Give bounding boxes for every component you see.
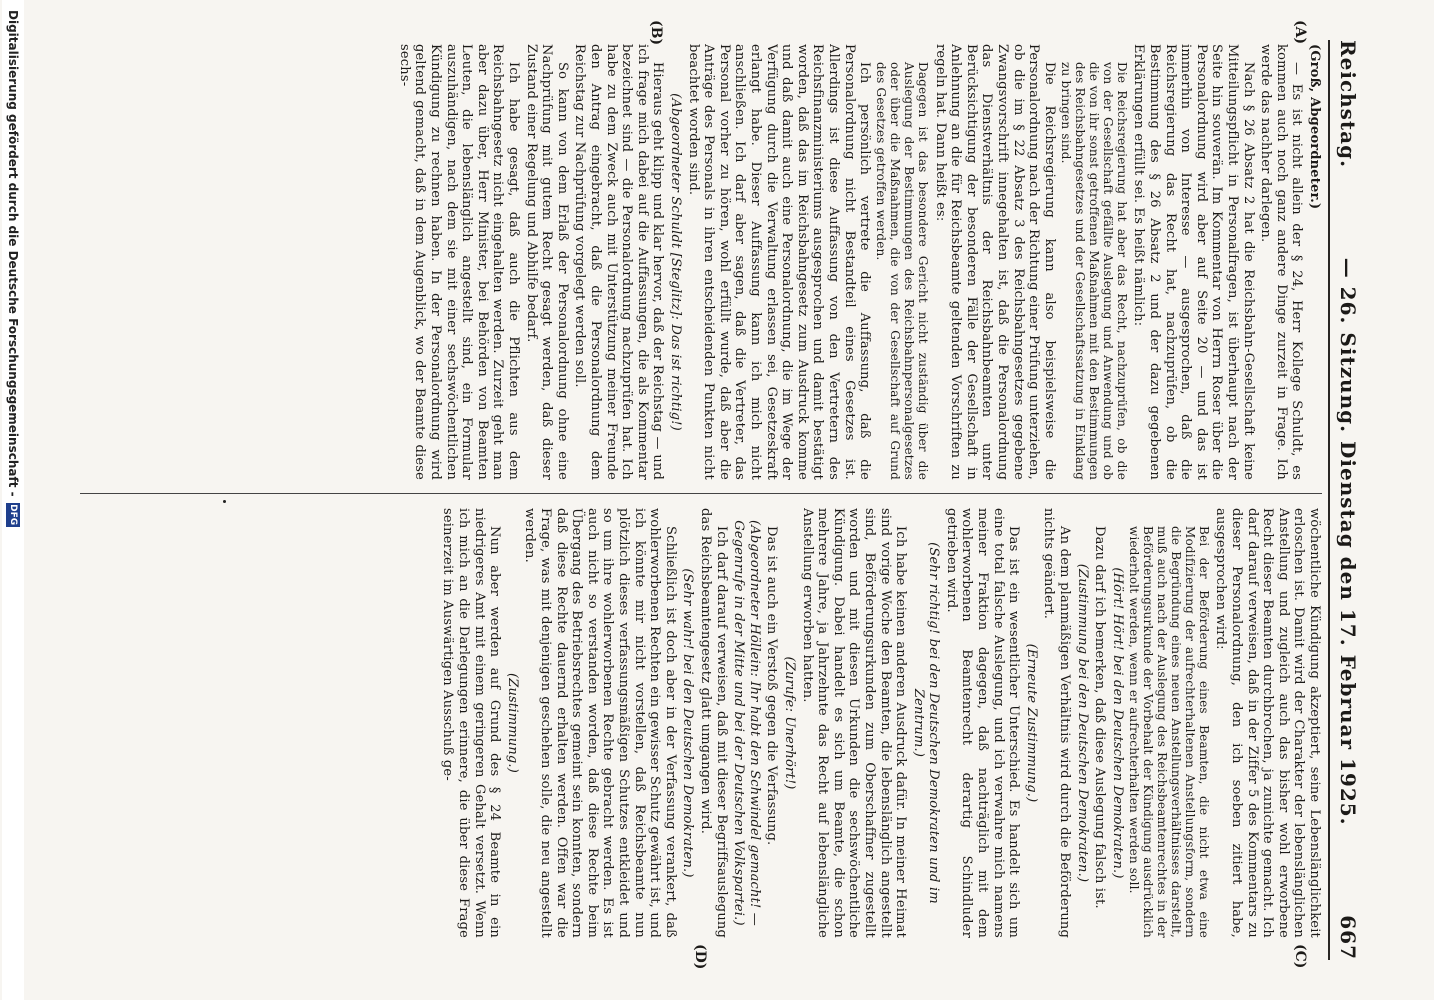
interjection: (Zustimmung.) (504, 672, 520, 774)
right-column (36, 508, 1322, 938)
page-number: 667 (1336, 915, 1360, 960)
quotation: Dagegen ist das besondere Gericht nicht zuständig über die Auslegung der Bestimmungen des Reichsbahnpersonalgesetzes oder über die Maßnahmen, die von der Gesellschaft auf Grund des Gesetzes getroffen werden. (874, 62, 931, 480)
scan-speck (223, 500, 226, 503)
margin-marker-d: (D) (692, 944, 708, 970)
paragraph: So kann von dem Erlaß der Personalordnung ohne eine Nachprüfung mit gutem Recht gesagt werden, daß dieser Zustand einer Regelung und Abhilfe bedarf. (523, 44, 570, 480)
paragraph: Ich darf darauf verweisen, daß mit dieser Begriffsauslegung das Reichsbeamtengesetz glatt umgangen wird. (698, 508, 729, 938)
digitization-footer (2, 0, 24, 1000)
interjection: (Abgeordneter Höllein: Ihr habt den Schwindel gemacht! — Gegenrufe in der Mitte und bei der Deutschen Volkspartei.) (731, 520, 762, 926)
paragraph: Ich habe keinen anderen Ausdruck dafür. In meiner Heimat sind vorige Woche den Beamten, die lebenslänglich angestellt sind, Beförderungsurkunden zum Oberschaffner zugestellt worden und mit diesen Urkunden die sechswöchentliche Kündigung. Dabei handelt es sich um Beamte, die schon mehrere Jahre, ja Jahrzehnte das Recht auf lebenslängliche Anstellung erworben hatten. (799, 508, 909, 938)
paragraph: Nach § 26 Absatz 2 hat die Reichsbahn-Gesellschaft keine Mitteilungspflicht in Personalfragen, ist überhaupt nach der Seite hin souverän. Im Kommentar von Herrn Roser über die Personalordnung wird aber auf Seite 20 — und das ist immerhin von Interesse — ausgesprochen, daß die Reichsregierung das Recht hat, nachzuprüfen, ob die Bestimmung des § 26 Absatz 2 und der dazu gegebenen Erklärungen erfüllt sei. Es heißt nämlich: (1131, 44, 1256, 480)
paragraph: Das ist auch ein Verstoß gegen die Verfassung. (764, 526, 780, 846)
quotation: Die Reichsregierung hat aber das Recht, nachzuprüfen, ob die von der Gesellschaft gefällte Auslegung und Anwendung und ob die von ihr sonst getroffenen Maßnahmen mit den Bestimmungen des Reichsbahngesetzes und der Gesellschaftssatzung in Einklang zu bringen sind. (1058, 62, 1129, 480)
quotation: Bei der Beförderung eines Beamten, die nicht etwa eine Modifizierung der aufrechterhaltenen Anstellungsform, sondern die Begründung eines neuen Anstellungsverhältnisses darstellt, muß auch nach der Auslegung des Reichsbeamtenrechtes in der Beförderungsurkunde der Vorbehalt der Kündigung ausdrücklich wiederholt werden, wenn er aufrechterhalten werden soll. (1126, 526, 1211, 938)
margin-marker-b: (B) (648, 20, 664, 46)
column-divider (80, 493, 1322, 494)
margin-marker-c: (C) (1292, 944, 1308, 969)
paragraph: Die Reichsregierung kann also beispielsweise die Personalordnung nach der Richtung einer Prüfung unterziehen, ob die im § 22 Absatz 3 des Reichsbahngesetzes gegebene Zwangsvorschrift innegehalten ist, daß die Personalordnung das Dienstverhältnis der Reichsbahnbeamten unter Berücksichtigung der besonderen Fälle der Gesellschaft in Anlehnung an die für Reichsbeamte geltenden Vorschriften zu regeln hat. Dann heißt es: (932, 44, 1057, 480)
paragraph: Nun aber werden auf Grund des § 24 Beamte in ein niedrigeres Amt mit einem geringeren Gehalt versetzt. Wenn ich mich an die Darlegungen erinnere, die über diese Frage seinerzeit im Auswärtigen Ausschuß ge- (440, 508, 503, 938)
margin-marker-a: (A) (1292, 20, 1308, 45)
paragraph: wöchentliche Kündigung akzeptiert, seine Lebenslänglichkeit erloschen ist. Damit wird der Charakter der lebenslänglichen Anstellung und zugleich auch das bisher wohl erworbene Recht dieser Beamten durchbrochen, ja zunichte gemacht. Ich darf darauf verweisen, daß in der Ziffer 5 des Kommentars zu dieser Personalordnung, den ich soeben zitiert habe, ausgesprochen wird: (1213, 508, 1322, 938)
paragraph: — Es ist nicht allein der § 24, Herr Kollege Schuldt, es kommen auch noch ganz andere Dinge zurzeit in Frage. Ich werde das nachher darlegen. (1258, 44, 1305, 480)
header-left: Reichstag. (1336, 40, 1360, 169)
interjection: (Hört! Hört! bei den Deutschen Demokraten.) (1109, 567, 1125, 879)
paragraph: Schließlich ist doch aber in der Verfassung verankert, daß wohlerworbenen Rechten ein gewisser Schutz gewährt ist, und ich könnte mir nicht vorstellen, daß Reichsbeamte nun plötzlich dieses verfassungsmäßigen Schutzes entkleidet und so um ihre wohlerworbenen Rechte gebracht werden. Es ist auch nicht so verstanden worden, daß diese Rechte beim Übergang des Betriebsrechtes gemeint sein konnten, sondern daß diese Rechte dauernd erhalten werden. Offen war die Frage, was mit denjenigen geschehen solle, die neu angestellt werden. (522, 508, 678, 938)
interjection: (Sehr richtig! bei den Deutschen Demokraten und im Zentrum.) (910, 542, 942, 904)
interjection: (Zurufe: Unerhört!) (781, 656, 797, 790)
dfg-logo: DFG (8, 504, 18, 526)
interjection: (Abgeordneter Schuldt [Steglitz]: Das ist richtig!) (668, 93, 683, 431)
page-header (1328, 40, 1376, 960)
speaker-label: (Groß, Abgeordneter.) (1307, 44, 1322, 210)
paragraph: Ich habe gesagt, daß auch die Pflichten aus dem Reichsbahngesetz nicht eingehalten werden. Zurzeit geht man aber dazu über, Herr Minister, bei Behörden von Beamten Leuten, die lebenslänglich angestellt sind, ein Formular auszuhändigen, nach dem sie mit einer sechswöchentlichen Kündigung zu rechnen haben. In der Personalordnung wird geltend gemacht, daß in dem Augenblick, wo der Beamte diese sechs- (396, 44, 522, 480)
paragraph: Dazu darf ich bemerken, daß diese Auslegung falsch ist. (1092, 526, 1108, 909)
interjection: (Erneute Zustimmung.) (1023, 643, 1039, 803)
interjection: (Sehr wahr! bei den Deutschen Demokraten.) (680, 568, 696, 878)
left-column (36, 44, 1322, 480)
paragraph: Ich persönlich vertrete die Auffassung, daß die Personalordnung nicht Bestandteil eines Gesetzes ist. Allerdings ist diese Auffassung von den Vertretern des Reichsfinanzministeriums ausgesprochen und damit bestätigt worden, daß das im Reichsbahngesetz zum Ausdruck komme und daß damit auch eine Personalordnung, die im Wege der Verfügung durch die Verwaltung erlassen sei, Gesetzeskraft erlangt habe. Dieser Auffassung kann ich mich nicht anschließen. Ich darf aber sagen, daß die Vertreter, das Personal vorher zu hören, wohl erfüllt wurde, daß aber die Anträge des Personals in ihren entscheidenden Punkten nicht beachtet worden sind. (685, 44, 873, 480)
paragraph: Das ist ein wesentlicher Unterschied. Es handelt sich um eine total falsche Auslegung, und ich verwahre mich namens meiner Fraktion dagegen, daß nachträglich mit dem wohlerworbenen Beamtenrecht derartig Schindluder getrieben wird. (943, 508, 1022, 938)
paragraph: An dem planmäßigen Verhältnis wird durch die Beförderung nichts geändert. (1041, 508, 1073, 938)
footer-text: Digitalisierung gefördert durch die Deutsche Forschungsgemeinschaft - (6, 10, 20, 497)
interjection: (Zustimmung bei den Deutschen Demokraten.) (1074, 563, 1090, 883)
header-title: — 26. Sitzung. Dienstag den 17. Februar 1925. (1336, 257, 1360, 826)
paragraph: Hieraus geht klipp und klar hervor, daß der Reichstag — und ich frage mich dabei auf die Auffassungen, die als Kommentar bezeichnet sind — die Personalordnung nachzuprüfen hat. Ich habe zu dem Zweck auch mit Unterstützung meiner Freunde den Antrag eingebracht, daß die Personalordnung dem Reichstag zur Nachprüfung vorgelegt werden soll. (572, 44, 666, 480)
